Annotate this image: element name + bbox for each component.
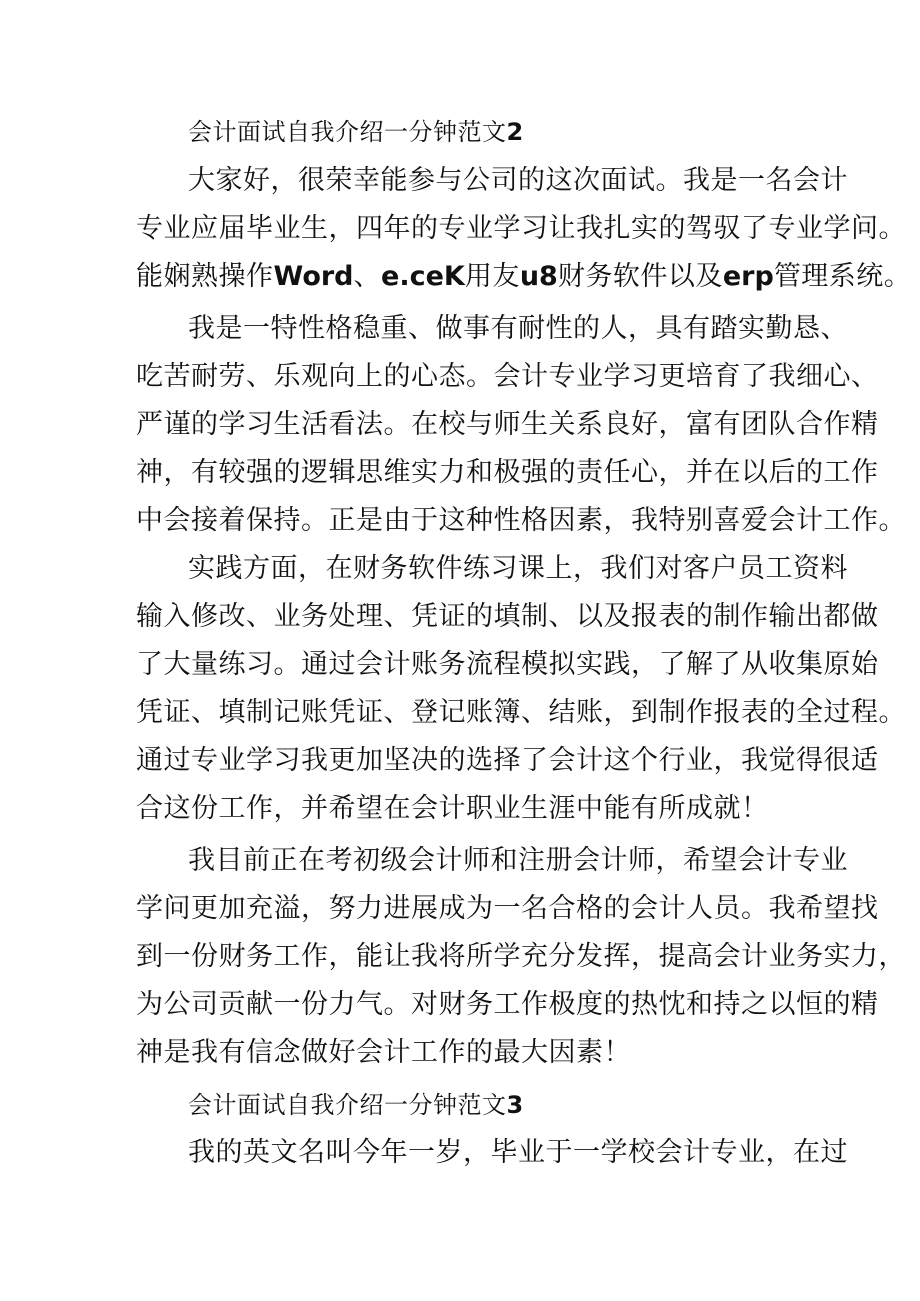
paragraph-3-line-5: 通过专业学习我更加坚决的选择了会计这个行业，我觉得很适 bbox=[136, 745, 879, 776]
paragraph-4-line-5: 神是我有信念做好会计工作的最大因素！ bbox=[136, 1037, 631, 1068]
paragraph-1-line-3 bbox=[136, 259, 912, 295]
paragraph-2-line-3: 严谨的学习生活看法。在校与师生关系良好，富有团队合作精 bbox=[136, 409, 879, 440]
paragraph-3-line-4: 凭证、填制记账凭证、登记账簿、结账，到制作报表的全过程。 bbox=[136, 697, 906, 728]
text-run: 能娴熟操作 bbox=[136, 261, 274, 292]
section-3-heading bbox=[188, 1087, 858, 1123]
text-run-bold: Word bbox=[273, 261, 354, 292]
paragraph-4-line-1: 我目前正在考初级会计师和注册会计师，希望会计专业 bbox=[188, 845, 848, 876]
section-2-heading-number: 2 bbox=[506, 118, 524, 146]
section-3-heading-number: 3 bbox=[506, 1091, 524, 1119]
paragraph-2-line-5: 中会接着保持。正是由于这种性格因素，我特别喜爱会计工作。 bbox=[136, 505, 906, 536]
paragraph-3-line-6: 合这份工作，并希望在会计职业生涯中能有所成就！ bbox=[136, 793, 769, 824]
paragraph-2-line-4: 神，有较强的逻辑思维实力和极强的责任心，并在以后的工作 bbox=[136, 457, 879, 488]
section-2-heading bbox=[188, 114, 858, 150]
section-3-heading-text: 会计面试自我介绍一分钟范文 bbox=[188, 1091, 507, 1119]
paragraph-2-line-1: 我是一特性格稳重、做事有耐性的人，具有踏实勤恳、 bbox=[188, 313, 848, 344]
paragraph-4-line-4: 为公司贡献一份力气。对财务工作极度的热忱和持之以恒的精 bbox=[136, 989, 879, 1020]
paragraph-3-line-2: 输入修改、业务处理、凭证的填制、以及报表的制作输出都做 bbox=[136, 601, 879, 632]
text-run: 管理系统。 bbox=[773, 261, 912, 292]
paragraph-3-line-3: 了大量练习。通过会计账务流程模拟实践，了解了从收集原始 bbox=[136, 649, 879, 680]
text-run: 用友 bbox=[464, 261, 520, 292]
paragraph-1-line-2: 专业应届毕业生，四年的专业学习让我扎实的驾驭了专业学问。 bbox=[136, 213, 906, 244]
section-2-heading-text: 会计面试自我介绍一分钟范文 bbox=[188, 118, 507, 146]
text-run-bold: e.ceK bbox=[381, 261, 465, 292]
paragraph-3-line-1: 实践方面，在财务软件练习课上，我们对客户员工资料 bbox=[188, 553, 848, 584]
paragraph-2-line-2: 吃苦耐劳、乐观向上的心态。会计专业学习更培育了我细心、 bbox=[136, 361, 879, 392]
text-run-bold: u8 bbox=[519, 261, 558, 292]
paragraph-1-line-1: 大家好，很荣幸能参与公司的这次面试。我是一名会计 bbox=[188, 165, 848, 196]
paragraph-4-line-3: 到一份财务工作，能让我将所学充分发挥，提高会计业务实力， bbox=[136, 941, 906, 972]
paragraph-5-line-1: 我的英文名叫今年一岁，毕业于一学校会计专业，在过 bbox=[188, 1137, 848, 1168]
text-run: 财务软件以及 bbox=[557, 261, 723, 292]
paragraph-4-line-2: 学问更加充溢，努力进展成为一名合格的会计人员。我希望找 bbox=[136, 893, 879, 924]
text-run: 、 bbox=[353, 261, 382, 292]
text-run-bold: erp bbox=[722, 261, 774, 292]
